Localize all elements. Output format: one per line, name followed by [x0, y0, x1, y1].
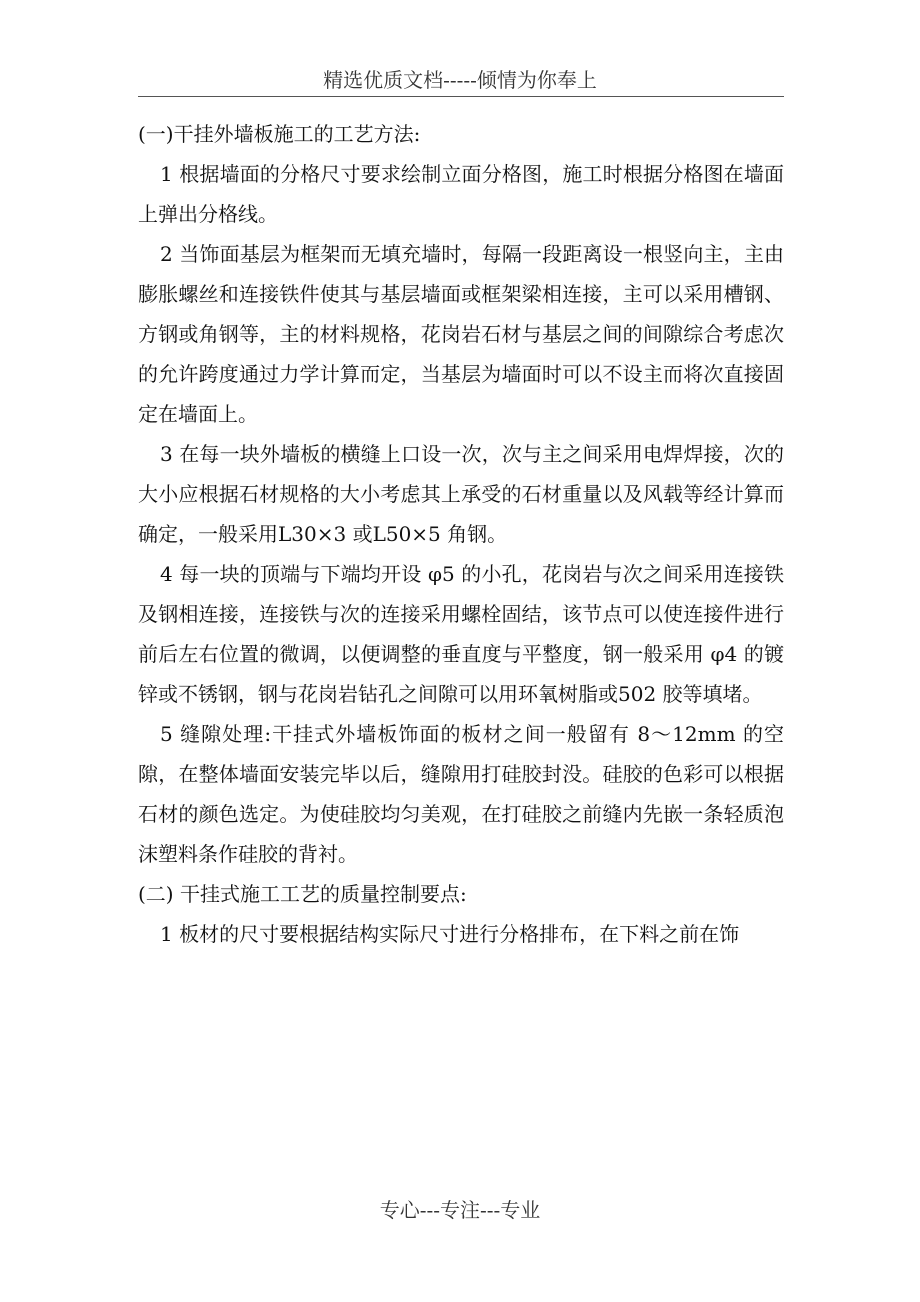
header-divider	[138, 96, 784, 97]
paragraph-1: 1 根据墙面的分格尺寸要求绘制立面分格图，施工时根据分格图在墙面上弹出分格线。	[138, 162, 784, 226]
paragraph-5: 5 缝隙处理:干挂式外墙板饰面的板材之间一般留有 8～12mm 的空隙，在整体墙面安装完毕以后，缝隙用打硅胶封没。硅胶的色彩可以根据石材的颜色选定。为使硅胶均匀美观，在打硅胶之前缝内先嵌一条轻质泡沫塑料条作硅胶的背衬。	[138, 722, 784, 866]
paragraph-6: 1 板材的尺寸要根据结构实际尺寸进行分格排布，在下料之前在饰	[160, 922, 740, 946]
page-header: 精选优质文档-----倾情为你奉上	[323, 68, 597, 92]
page-footer: 专心---专注---专业	[379, 1198, 541, 1222]
section-heading-1: (一)干挂外墙板施工的工艺方法:	[138, 122, 421, 146]
paragraph-2: 2 当饰面基层为框架而无填充墙时，每隔一段距离设一根竖向主，主由膨胀螺丝和连接铁件使其与基层墙面或框架梁相连接，主可以采用槽钢、方钢或角钢等，主的材料规格，花岗岩石材与基层之间的间隙综合考虑次的允许跨度通过力学计算而定，当基层为墙面时可以不设主而将次直接固定在墙面上。	[138, 242, 784, 426]
paragraph-3: 3 在每一块外墙板的横缝上口设一次，次与主之间采用电焊焊接，次的大小应根据石材规格的大小考虑其上承受的石材重量以及风载等经计算而确定，一般采用L30×3 或L50×5 角钢。	[138, 442, 784, 546]
section-heading-2: (二) 干挂式施工工艺的质量控制要点:	[138, 882, 467, 906]
document-body	[138, 114, 784, 954]
paragraph-4: 4 每一块的顶端与下端均开设 φ5 的小孔，花岗岩与次之间采用连接铁及钢相连接，连接铁与次的连接采用螺栓固结，该节点可以使连接件进行前后左右位置的微调，以便调整的垂直度与平整度，钢一般采用 φ4 的镀锌或不锈钢，钢与花岗岩钻孔之间隙可以用环氧树脂或502 胶等填堵。	[138, 562, 784, 706]
